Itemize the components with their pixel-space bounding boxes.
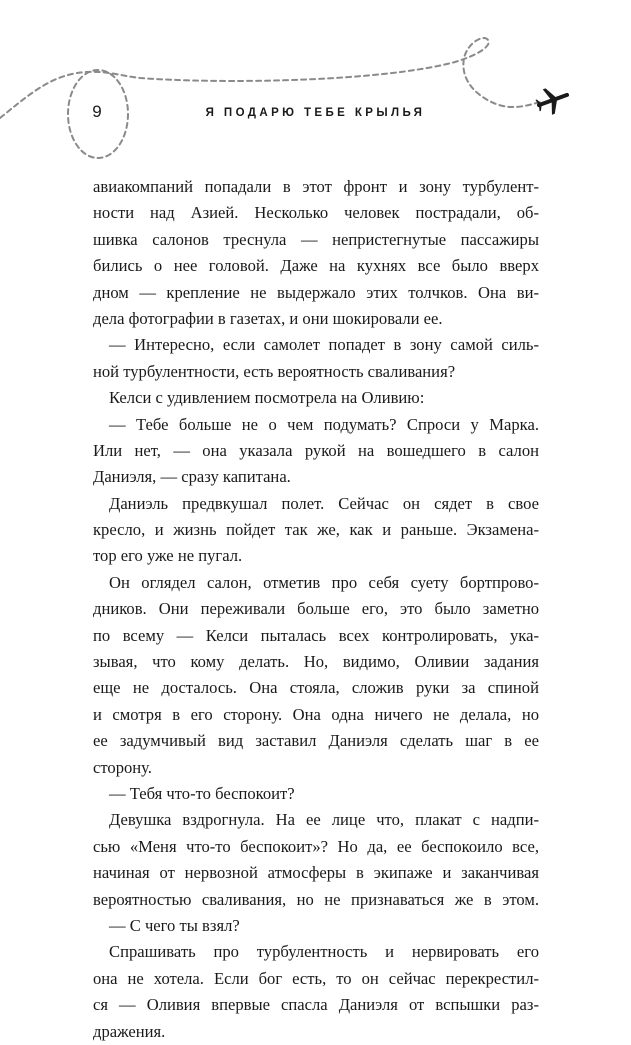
text-line: дном — крепление не выдержало этих толчков. Она ви- (93, 282, 539, 302)
text-line: ной турбулентности, есть вероятность сваливания? (93, 361, 456, 381)
text-line: дников. Они переживали больше его, это было заметно (93, 599, 539, 619)
text-line: ности над Азией. Несколько человек пострадали, об- (93, 203, 539, 223)
text-line: сью «Меня что-то беспокоит»? Но да, ее беспокоило все, (93, 836, 539, 856)
running-title: Я ПОДАРЮ ТЕБЕ КРЫЛЬЯ (205, 107, 426, 119)
page-number: 9 (92, 102, 102, 121)
text-line: ся — Оливия впервые спасла Даниэля от вспышки раз- (93, 995, 539, 1015)
text-line: авиакомпаний попадали в этот фронт и зону турбулент- (93, 177, 539, 196)
text-line: Он оглядел салон, отметив про себя суету бортпрово- (109, 572, 539, 592)
text-line: — Тебя что-то беспокоит? (109, 783, 295, 803)
text-line: тор его уже не пугал. (93, 546, 243, 566)
text-line: начиная от нервозной атмосферы в экипаже и заканчивая (93, 863, 539, 883)
text-line: кресло, и жизнь пойдет так же, как и раньше. Экзамена- (93, 520, 539, 540)
text-line: — Интересно, если самолет попадет в зону самой силь- (109, 335, 539, 355)
body-text (93, 174, 539, 1045)
text-line: Даниэль предвкушал полет. Сейчас он сядет в свое (109, 493, 539, 513)
text-line: дражения. (93, 1021, 166, 1041)
text-line: сторону. (93, 757, 152, 777)
text-line: бились о нее головой. Даже на кухнях все было вверх (93, 256, 539, 276)
airplane-icon (535, 82, 571, 118)
text-line: Или нет, — она указала рукой на вошедшего в салон (93, 440, 539, 460)
text-line: Спрашивать про турбулентность и нервировать его (109, 942, 539, 962)
text-line: зывая, что кому делать. Но, видимо, Оливии задания (93, 652, 539, 672)
text-line: по всему — Келси пыталась всех контролировать, ука- (93, 625, 539, 645)
text-line: — Тебе больше не о чем подумать? Спроси у Марка. (109, 414, 539, 434)
text-line: дела фотографии в газетах, и они шокировали ее. (93, 308, 443, 328)
text-line: еще не досталось. Она стояла, сложив руки за спиной (93, 678, 539, 698)
text-line: вероятностью сваливания, но не признаваться же в этом. (93, 889, 539, 909)
text-line: ее задумчивый вид заставил Даниэля сделать шаг в ее (93, 731, 539, 751)
text-line: Девушка вздрогнула. На ее лице что, плакат с надпи- (109, 810, 539, 830)
text-line: Келси с удивлением посмотрела на Оливию: (109, 388, 425, 408)
text-line: шивка салонов треснула — непристегнутые пассажиры (93, 229, 539, 249)
text-line: она не хотела. Если бог есть, то он сейчас перекрестил- (93, 968, 539, 988)
text-line: Даниэля, — сразу капитана. (93, 467, 291, 487)
text-line: и смотря в его сторону. Она одна ничего не делала, но (93, 704, 539, 724)
text-line: — С чего ты взял? (109, 915, 240, 935)
